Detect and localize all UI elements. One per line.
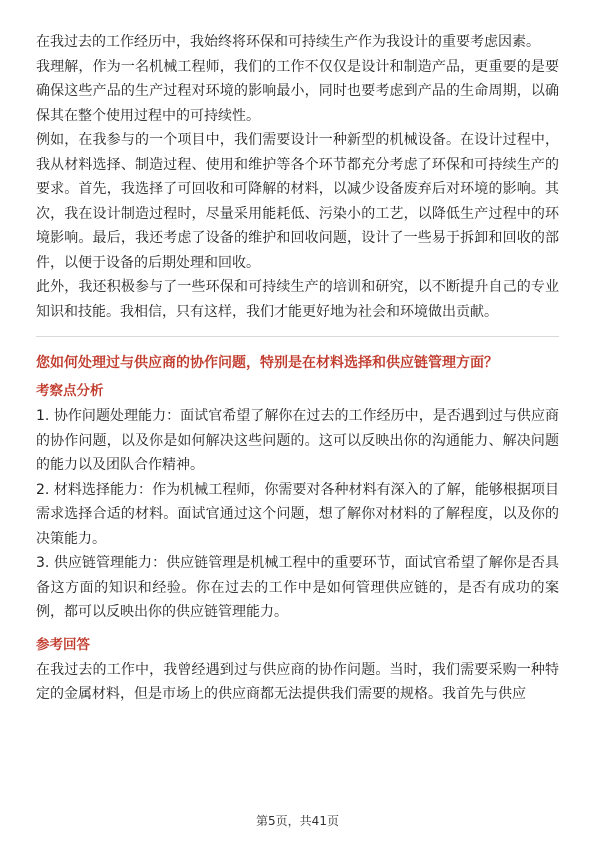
document-page bbox=[36, 30, 559, 707]
analysis-point-3: 3. 供应链管理能力：供应链管理是机械工程中的重要环节，面试官希望了解你是否具备这方面的知识和经验。你在过去的工作中是如何管理供应链的，是否有成功的案例，都可以反映出你的供应链管理能力。 bbox=[36, 555, 559, 620]
interview-question: 您如何处理过与供应商的协作问题，特别是在材料选择和供应链管理方面？ bbox=[36, 355, 498, 371]
answer-heading: 参考回答 bbox=[36, 636, 90, 653]
analysis-point-1: 1. 协作问题处理能力：面试官希望了解你在过去的工作经历中，是否遇到过与供应商的协作问题，以及你是如何解决这些问题的。这可以反映出你的沟通能力、解决问题的能力以及团队合作精神。 bbox=[36, 408, 559, 473]
analysis-heading: 考察点分析 bbox=[36, 383, 104, 399]
analysis-point-2: 2. 材料选择能力：作为机械工程师，你需要对各种材料有深入的了解，能够根据项目需求选择合适的材料。面试官通过这个问题，想了解你对材料的了解程度，以及你的决策能力。 bbox=[36, 481, 559, 547]
intro-paragraph-1: 在我过去的工作经历中，我始终将环保和可持续生产作为我设计的重要考虑因素。 bbox=[36, 34, 540, 50]
intro-paragraph-4: 此外，我还积极参与了一些环保和可持续生产的培训和研究，以不断提升自己的专业知识和技能。我相信，只有这样，我们才能更好地为社会和环境做出贡献。 bbox=[36, 279, 559, 320]
intro-paragraph-3: 例如，在我参与的一个项目中，我们需要设计一种新型的机械设备。在设计过程中，我从材料选择、制造过程、使用和维护等各个环节都充分考虑了环保和可持续生产的要求。首先，我选择了可回收和可降解的材料，以减少设备废弃后对环境的影响。其次，我在设计制造过程时，尽量采用能耗低、污染小的工艺，以降低生产过程中的环境影响。最后，我还考虑了设备的维护和回收问题，设计了一些易于拆卸和回收的部件，以便于设备的后期处理和回收。 bbox=[36, 132, 559, 271]
page-number-footer: 第5页，共41页 bbox=[256, 814, 339, 828]
answer-text: 在我过去的工作中，我曾经遇到过与供应商的协作问题。当时，我们需要采购一种特定的金属材料，但是市场上的供应商都无法提供我们需要的规格。我首先与供应 bbox=[36, 661, 559, 702]
section-divider bbox=[36, 336, 559, 337]
intro-paragraph-2: 我理解，作为一名机械工程师，我们的工作不仅仅是设计和制造产品，更重要的是要确保这些产品的生产过程对环境的影响最小，同时也要考虑到产品的生命周期，以确保其在整个使用过程中的可持续性。 bbox=[36, 58, 559, 124]
